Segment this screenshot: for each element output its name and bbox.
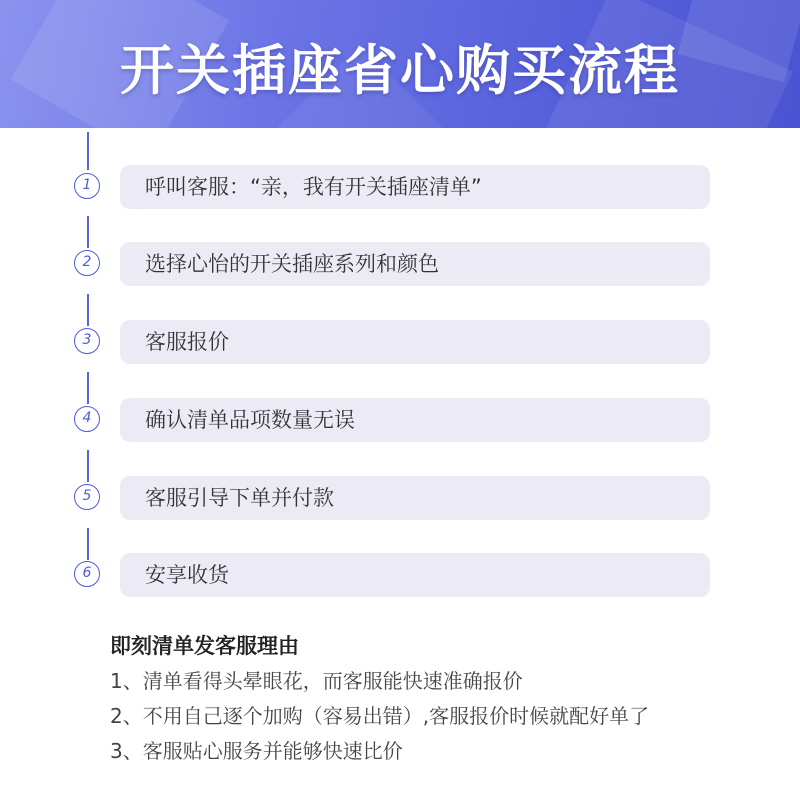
- step-item: [0, 165, 800, 209]
- step-item: [0, 476, 800, 520]
- reasons-title: 即刻清单发客服理由: [110, 634, 299, 658]
- step-item: [0, 553, 800, 597]
- page-title: 开关插座省心购买流程: [120, 39, 680, 102]
- reason-item: 1、清单看得头晕眼花，而客服能快速准确报价: [110, 669, 523, 693]
- step-label: 呼叫客服：“亲，我有开关插座清单”: [145, 175, 482, 199]
- step-item: [0, 320, 800, 364]
- step-number-badge: 3: [74, 328, 100, 354]
- step-number-badge: 1: [74, 173, 100, 199]
- step-label: 确认清单品项数量无误: [145, 408, 355, 432]
- step-pill: [120, 242, 710, 286]
- step-number-badge: 4: [74, 406, 100, 432]
- step-item: [0, 242, 800, 286]
- step-number-badge: 6: [74, 561, 100, 587]
- step-pill: [120, 553, 710, 597]
- step-pill: [120, 165, 710, 209]
- step-pill: [120, 320, 710, 364]
- step-number-badge: 5: [74, 484, 100, 510]
- reason-item: 3、客服贴心服务并能够快速比价: [110, 739, 403, 763]
- header-banner: [0, 0, 800, 128]
- reasons-section: [110, 628, 649, 769]
- step-pill: [120, 476, 710, 520]
- step-label: 客服报价: [145, 330, 229, 354]
- step-pill: [120, 398, 710, 442]
- step-label: 选择心怡的开关插座系列和颜色: [145, 252, 439, 276]
- step-item: [0, 398, 800, 442]
- reason-item: 2、不用自己逐个加购（容易出错）,客服报价时候就配好单了: [110, 704, 650, 728]
- step-label: 客服引导下单并付款: [145, 486, 334, 510]
- step-number-badge: 2: [74, 250, 100, 276]
- step-label: 安享收货: [145, 563, 229, 587]
